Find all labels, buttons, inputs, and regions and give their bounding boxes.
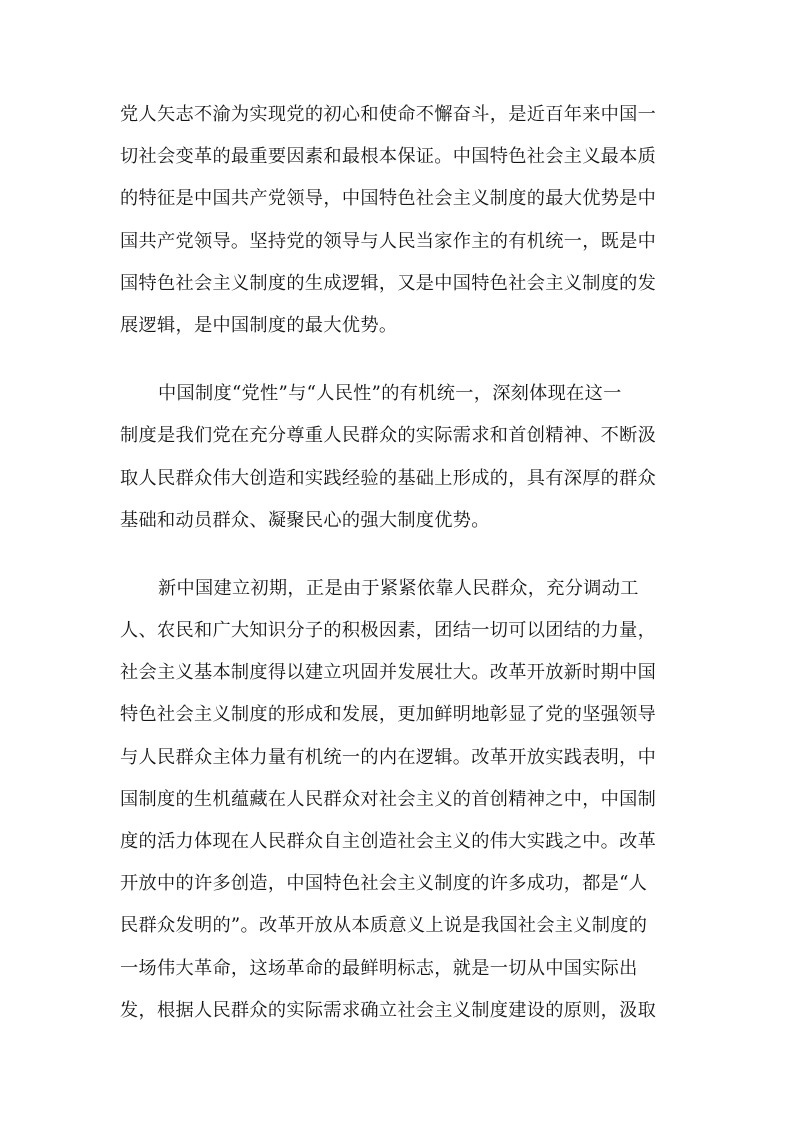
text-line: 人、农民和广大知识分子的积极因素，团结一切可以团结的力量， <box>120 620 657 642</box>
text-line: 国共产党领导。坚持党的领导与人民当家作主的有机统一，既是中 <box>120 230 657 252</box>
paragraph-spacer <box>120 347 664 373</box>
text-line: 社会主义基本制度得以建立巩固并发展壮大。改革开放新时期中国 <box>120 662 657 684</box>
paragraph-spacer <box>120 542 664 568</box>
paragraph-3 <box>120 568 664 1032</box>
text-line: 基础和动员群众、凝聚民心的强大制度优势。 <box>120 509 490 531</box>
text-line: 党人矢志不渝为实现党的初心和使命不懈奋斗，是近百年来中国一 <box>120 104 657 125</box>
text-line: 特色社会主义制度的形成和发展，更加鲜明地彰显了党的坚强领导 <box>120 704 657 726</box>
text-line: 与人民群众主体力量有机统一的内在逻辑。改革开放实践表明，中 <box>120 746 657 768</box>
text-line: 展逻辑，是中国制度的最大优势。 <box>120 314 398 336</box>
text-line: 发，根据人民群众的实际需求确立社会主义制度建设的原则，汲取 <box>120 999 657 1021</box>
text-line: 国特色社会主义制度的生成逻辑，又是中国特色社会主义制度的发 <box>120 272 657 294</box>
text-line: 一场伟大革命，这场革命的最鲜明标志，就是一切从中国实际出 <box>120 957 638 979</box>
paragraph-1 <box>120 94 664 347</box>
document-page <box>120 94 664 1032</box>
text-line: 民群众发明的”。改革开放从本质意义上说是我国社会主义制度的 <box>120 915 648 937</box>
text-line: 切社会变革的最重要因素和最根本保证。中国特色社会主义最本质 <box>120 146 657 168</box>
text-line: 新中国建立初期，正是由于紧紧依靠人民群众，充分调动工 <box>158 577 639 599</box>
text-line: 中国制度“党性”与“人民性”的有机统一，深刻体现在这一 <box>158 383 622 405</box>
text-line: 开放中的许多创造，中国特色社会主义制度的许多成功，都是“人 <box>120 873 648 895</box>
text-line: 的特征是中国共产党领导，中国特色社会主义制度的最大优势是中 <box>120 188 657 210</box>
text-line: 国制度的生机蕴藏在人民群众对社会主义的首创精神之中，中国制 <box>120 788 657 810</box>
text-line: 度的活力体现在人民群众自主创造社会主义的伟大实践之中。改革 <box>120 831 657 852</box>
text-line: 取人民群众伟大创造和实践经验的基础上形成的，具有深厚的群众 <box>120 467 657 489</box>
paragraph-2 <box>120 373 664 542</box>
text-line: 制度是我们党在充分尊重人民群众的实际需求和首创精神、不断汲 <box>120 425 657 447</box>
